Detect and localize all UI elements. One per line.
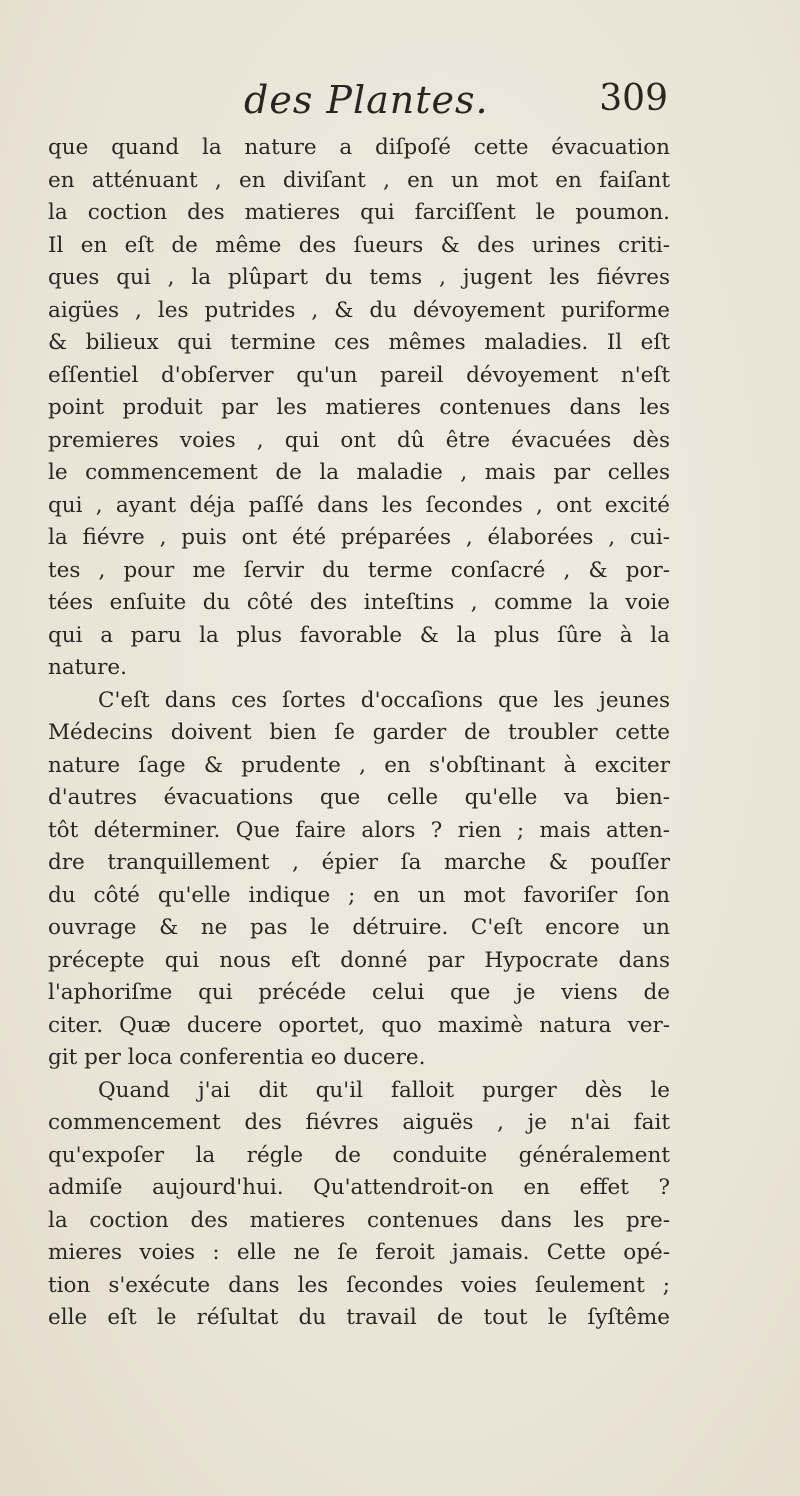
text-line: tion s'exécute dans les ſecondes voies ſeulement ; <box>48 1272 670 1298</box>
text-line: admiſe aujourd'hui. Qu'attendroit-on en effet ? <box>48 1175 670 1200</box>
text-line: du côté qu'elle indique ; en un mot favoriſer ſon <box>48 882 670 908</box>
text-line: la coction des matieres contenues dans les pre- <box>48 1207 670 1233</box>
text-line: que quand la nature a diſpoſé cette évacuation <box>48 135 670 160</box>
text-line: qu'expoſer la régle de conduite généralement <box>48 1142 670 1168</box>
text-line: précepte qui nous eſt donné par Hypocrate dans <box>48 947 670 973</box>
text-line: git per loca conferentia eo ducere. <box>48 1045 426 1070</box>
text-line: citer. Quæ ducere oportet, quo maximè natura ver- <box>48 1012 670 1038</box>
text-line: tôt déterminer. Que faire alors ? rien ; mais atten- <box>48 817 670 843</box>
text-line: en atténuant , en diviſant , en un mot en faiſant <box>48 167 670 193</box>
text-line: commencement des fiévres aiguës , je n'ai fait <box>48 1110 670 1135</box>
paragraph-start-line: C'eſt dans ces ſortes d'occaſions que les jeunes <box>98 687 670 713</box>
text-line: qui a paru la plus favorable & la plus ſûre à la <box>48 622 670 648</box>
text-line: nature. <box>48 655 127 680</box>
text-line: le commencement de la maladie , mais par celles <box>48 460 670 485</box>
text-line: qui , ayant déja paſſé dans les ſecondes , ont excité <box>48 492 670 518</box>
body-text <box>48 132 670 1335</box>
paragraph-start-line: Quand j'ai dit qu'il falloit purger dès le <box>98 1077 670 1103</box>
text-line: & bilieux qui termine ces mêmes maladies. Il eſt <box>48 330 670 355</box>
text-line: tées enſuite du côté des inteſtins , comme la voie <box>48 590 670 615</box>
text-line: la coction des matieres qui farciſſent le poumon. <box>48 200 670 225</box>
text-line: point produit par les matieres contenues dans les <box>48 395 670 420</box>
text-line: d'autres évacuations que celle qu'elle va bien- <box>48 785 670 810</box>
text-line: aigües , les putrides , & du dévoyement puriforme <box>48 297 670 323</box>
text-line: ouvrage & ne pas le détruire. C'eſt encore un <box>48 915 670 940</box>
text-line: ques qui , la plûpart du tems , jugent les fiévres <box>48 265 670 290</box>
text-line: dre tranquillement , épier ſa marche & pouſſer <box>48 850 670 875</box>
text-line: tes , pour me ſervir du terme conſacré , & por- <box>48 557 670 583</box>
text-line: eſſentiel d'obſerver qu'un pareil dévoyement n'eſt <box>48 362 670 388</box>
text-line: Médecins doivent bien ſe garder de troubler cette <box>48 720 670 745</box>
page-number: 309 <box>599 78 668 119</box>
page-header <box>48 78 668 128</box>
text-line: premieres voies , qui ont dû être évacuées dès <box>48 427 670 453</box>
text-line: elle eſt le réſultat du travail de tout le ſyſtême <box>48 1305 670 1330</box>
text-line: nature ſage & prudente , en s'obſtinant à exciter <box>48 752 670 778</box>
text-line: la fiévre , puis ont été préparées , élaborées , cui- <box>48 525 670 550</box>
text-line: l'aphoriſme qui précéde celui que je viens de <box>48 980 670 1005</box>
running-title: des Plantes. <box>244 78 489 122</box>
text-line: mieres voies : elle ne ſe feroit jamais. Cette opé- <box>48 1240 670 1265</box>
text-line: Il en eſt de même des ſueurs & des urines criti- <box>48 232 670 258</box>
